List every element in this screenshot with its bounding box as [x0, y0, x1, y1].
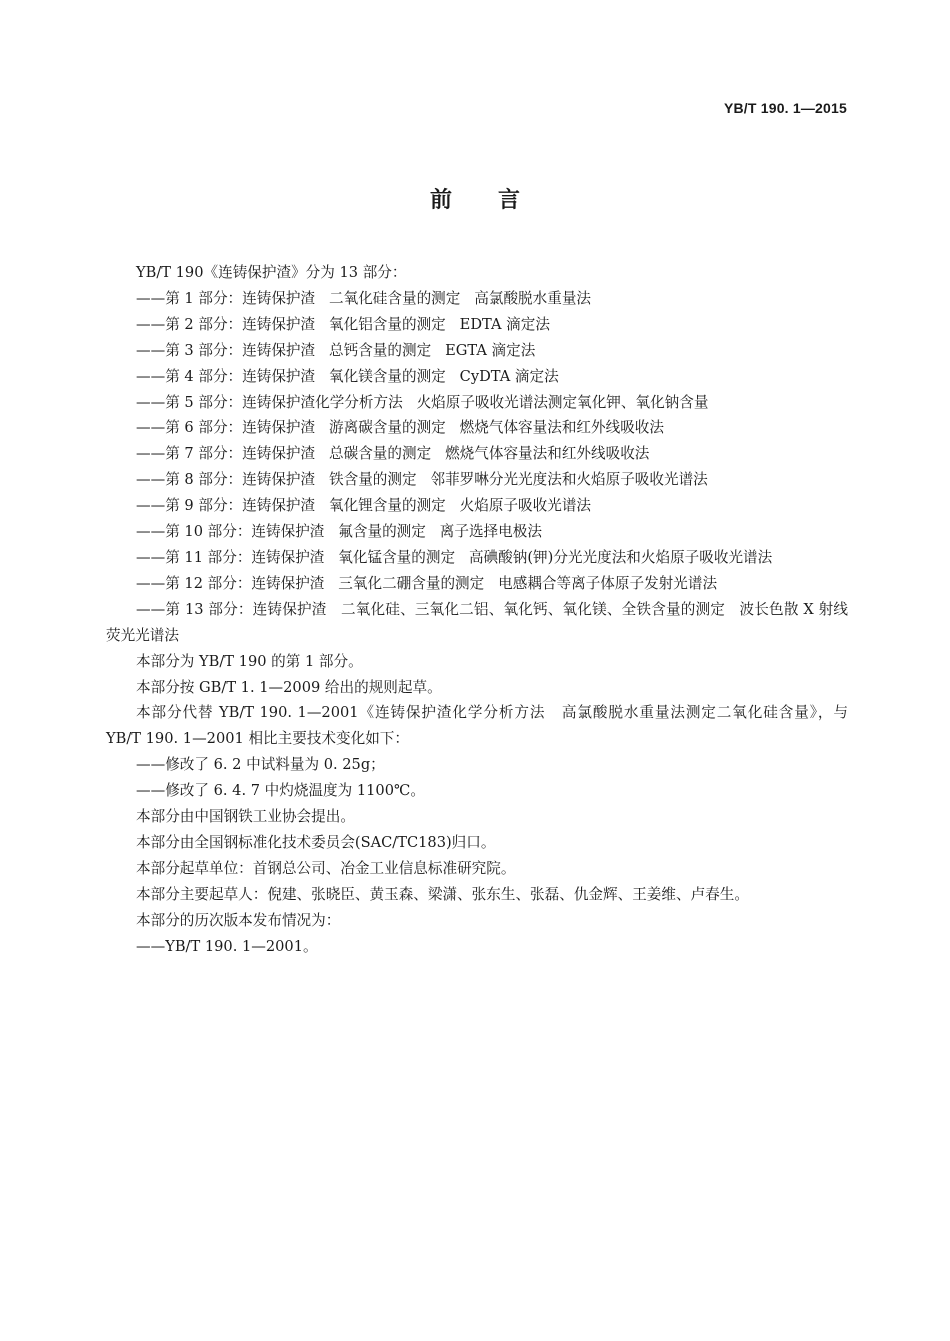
paragraph-part-statement: 本部分为 YB/T 190 的第 1 部分。	[136, 652, 363, 670]
list-item-part-5: ——第 5 部分：连铸保护渣化学分析方法 火焰原子吸收光谱法测定氧化钾、氧化钠含量	[136, 393, 709, 411]
paragraph-history-intro: 本部分的历次版本发布情况为：	[136, 911, 341, 929]
list-item-change-2: ——修改了 6. 4. 7 中灼烧温度为 1100℃。	[136, 782, 425, 800]
page-title: 前言	[429, 188, 566, 213]
list-item-part-2: ——第 2 部分：连铸保护渣 氧化铝含量的测定 EDTA 滴定法	[136, 315, 550, 333]
list-item-part-6: ——第 6 部分：连铸保护渣 游离碳含量的测定 燃烧气体容量法和红外线吸收法	[136, 419, 664, 437]
list-item-part-3: ——第 3 部分：连铸保护渣 总钙含量的测定 EGTA 滴定法	[136, 341, 536, 359]
paragraph-drafting-units: 本部分起草单位：首钢总公司、冶金工业信息标准研究院。	[136, 859, 516, 877]
list-item-part-8: ——第 8 部分：连铸保护渣 铁含量的测定 邻菲罗啉分光光度法和火焰原子吸收光谱法	[136, 471, 708, 489]
list-item-part-12: ——第 12 部分：连铸保护渣 三氧化二硼含量的测定 电感耦合等离子体原子发射光谱法	[136, 574, 718, 592]
list-item-change-1: ——修改了 6. 2 中试料量为 0. 25g；	[136, 756, 385, 774]
foreword-body	[106, 260, 853, 959]
list-item-part-7: ——第 7 部分：连铸保护渣 总碳含量的测定 燃烧气体容量法和红外线吸收法	[136, 445, 650, 463]
paragraph-drafting-rules: 本部分按 GB/T 1. 1—2009 给出的规则起草。	[136, 678, 442, 696]
list-item-part-13: ——第 13 部分：连铸保护渣 二氧化硅、三氧化二铝、氧化钙、氧化镁、全铁含量的测定 波长色散 X 射线荧光光谱法	[106, 600, 848, 644]
paragraph-intro: YB/T 190《连铸保护渣》分为 13 部分：	[136, 264, 407, 281]
standard-code: YB/T 190. 1—2015	[723, 100, 847, 116]
list-item-part-1: ——第 1 部分：连铸保护渣 二氧化硅含量的测定 高氯酸脱水重量法	[136, 289, 592, 307]
paragraph-drafters: 本部分主要起草人：倪建、张晓臣、黄玉森、梁潇、张东生、张磊、仇金辉、王姜维、卢春生。	[136, 885, 749, 903]
list-item-part-9: ——第 9 部分：连铸保护渣 氧化锂含量的测定 火焰原子吸收光谱法	[136, 497, 592, 515]
list-item-history-1: ——YB/T 190. 1—2001。	[136, 937, 318, 955]
paragraph-replacement: 本部分代替 YB/T 190. 1—2001《连铸保护渣化学分析方法 高氯酸脱水重量法测定二氧化硅含量》，与 YB/T 190. 1—2001 相比主要技术变化如下：	[106, 704, 853, 748]
list-item-part-4: ——第 4 部分：连铸保护渣 氧化镁含量的测定 CyDTA 滴定法	[136, 367, 559, 385]
paragraph-centralized-by: 本部分由全国钢标准化技术委员会(SAC/TC183)归口。	[136, 833, 496, 851]
paragraph-proposed-by: 本部分由中国钢铁工业协会提出。	[136, 808, 355, 826]
list-item-part-10: ——第 10 部分：连铸保护渣 氟含量的测定 离子选择电极法	[136, 523, 542, 541]
list-item-part-11: ——第 11 部分：连铸保护渣 氧化锰含量的测定 高碘酸钠(钾)分光光度法和火焰原子吸收光谱法	[136, 548, 773, 566]
